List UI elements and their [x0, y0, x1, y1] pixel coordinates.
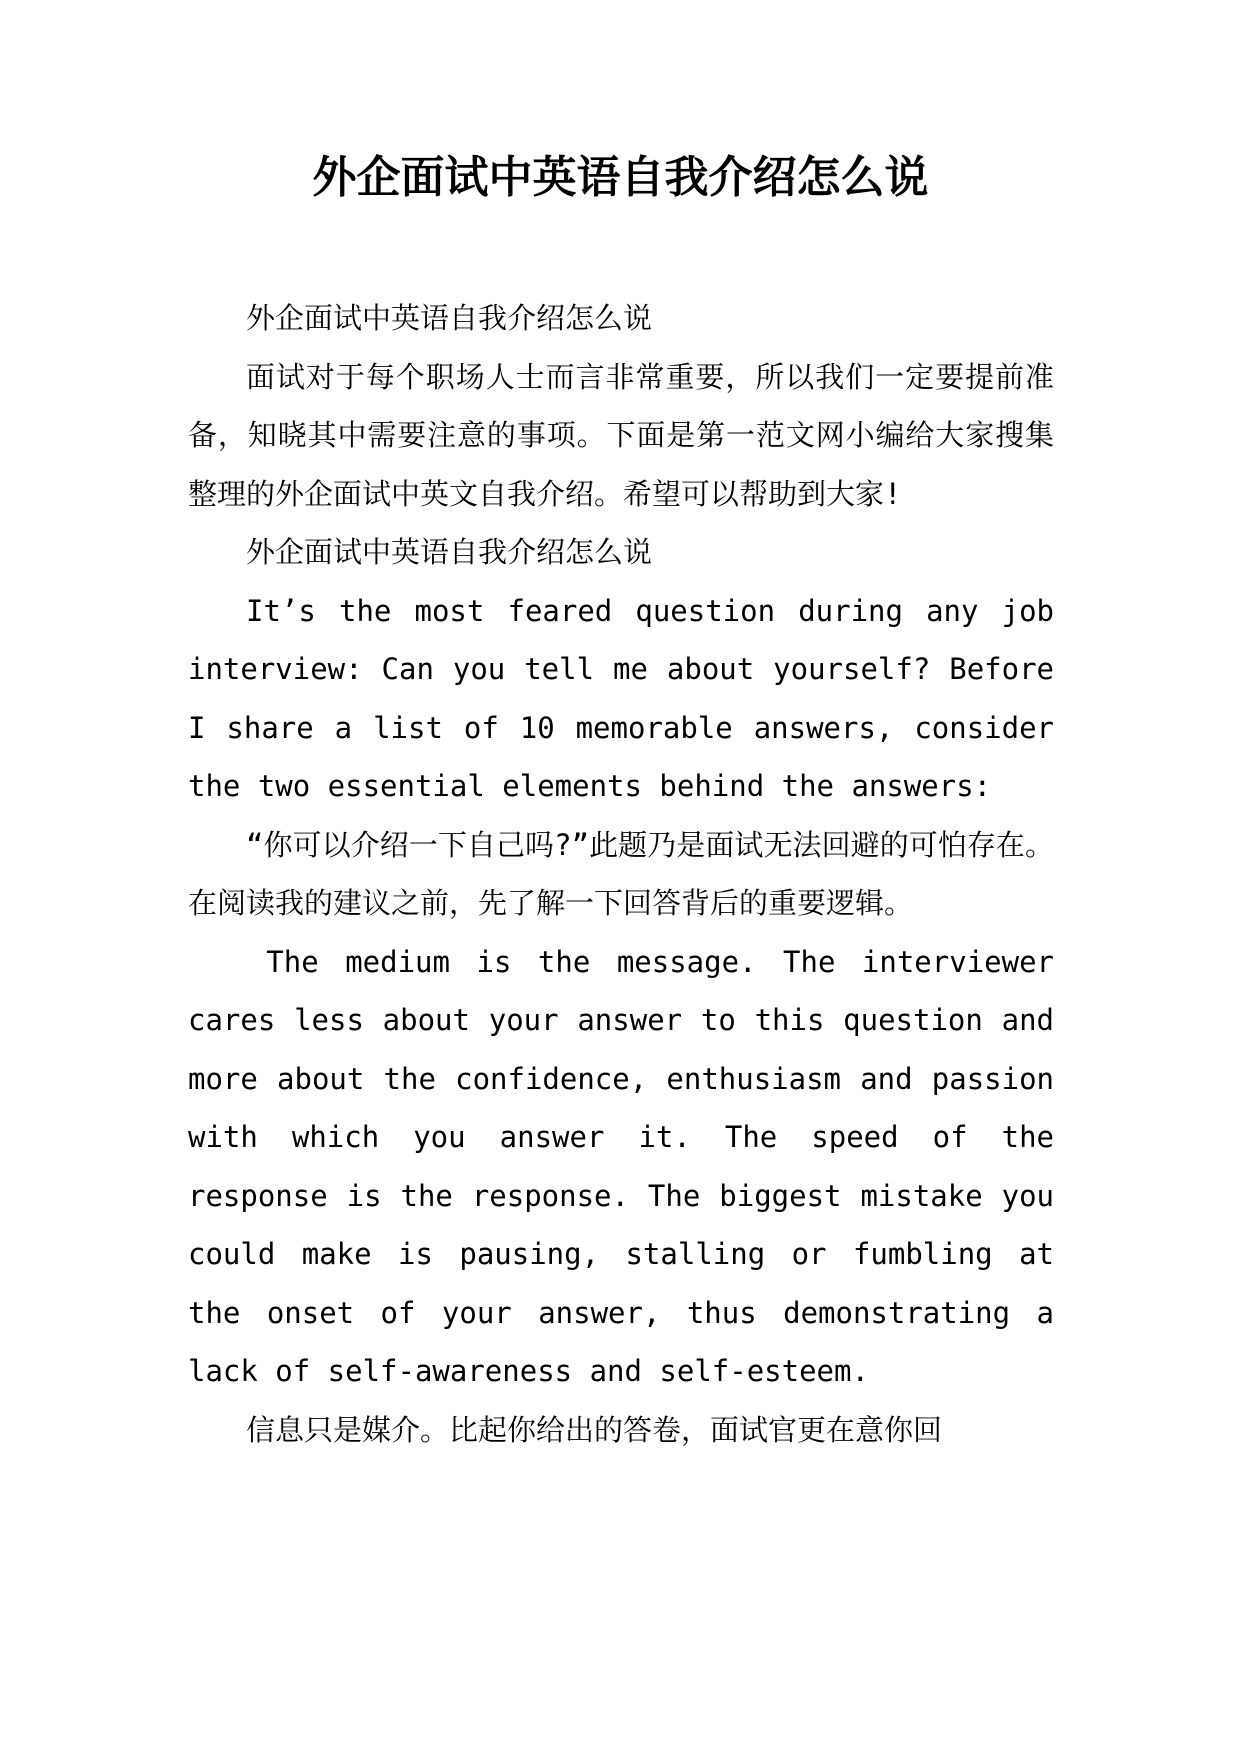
paragraph-subtitle-repeat: 外企面试中英语自我介绍怎么说: [246, 535, 653, 569]
paragraph-english-medium: The medium is the message. The interviewer cares less about your answer to this question and more about the confidence, enthusiasm and passion with which you answer it. The speed of the response is the response. The biggest mistake you could make is pausing, stalling or fumbling at the onset of your answer, thus demonstrating a lack of self-awareness and self-esteem.: [188, 944, 1054, 1388]
document-title: 外企面试中英语自我介绍怎么说: [312, 152, 929, 203]
paragraph-subtitle: 外企面试中英语自我介绍怎么说: [246, 301, 653, 335]
paragraph-chinese-medium: 信息只是媒介。比起你给出的答卷，面试官更在意你回: [246, 1412, 943, 1447]
document-body: [188, 289, 1054, 1459]
paragraph-english-question: It’s the most feared question during any job interview: Can you tell me about yourself? Before I share a list of 10 memorable answers, consider the two essential elements behind the answers:: [188, 593, 1054, 803]
paragraph-chinese-question: “你可以介绍一下自己吗?”此题乃是面试无法回避的可怕存在。在阅读我的建议之前，先了解一下回答背后的重要逻辑。: [188, 827, 1054, 920]
paragraph-intro: 面试对于每个职场人士而言非常重要，所以我们一定要提前准备，知晓其中需要注意的事项。下面是第一范文网小编给大家搜集整理的外企面试中英文自我介绍。希望可以帮助到大家!: [188, 359, 1054, 511]
